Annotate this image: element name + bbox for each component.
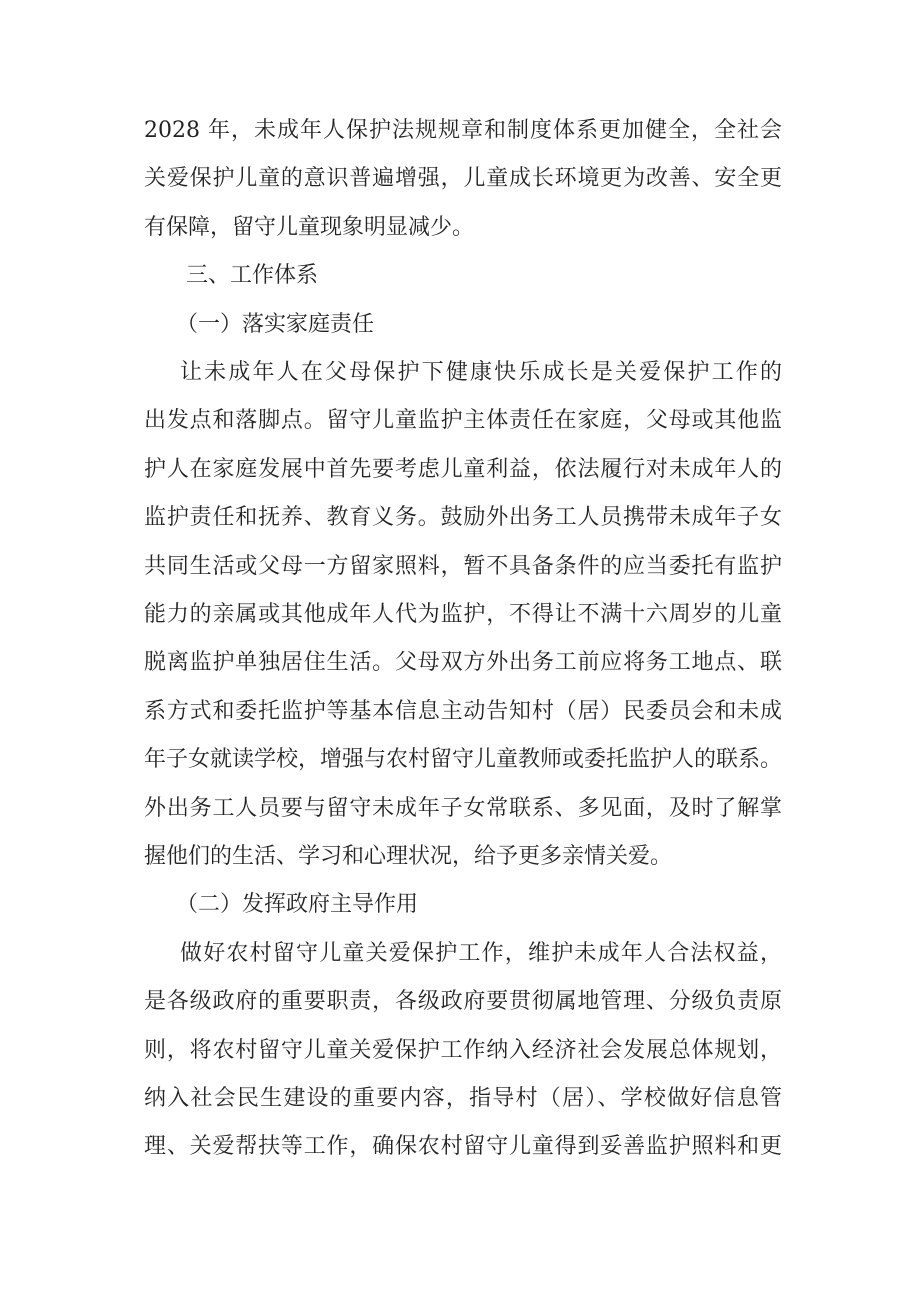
paragraph-line: 能力的亲属或其他成年人代为监护，不得让不满十六周岁的儿童 xyxy=(144,602,782,627)
paragraph-line: 共同生活或父母一方留家照料，暂不具备条件的应当委托有监护 xyxy=(144,553,782,579)
paragraph-first-line: 做好农村留守儿童关爱保护工作，维护未成年人合法权益， xyxy=(180,940,782,966)
paragraph-line: 是各级政府的重要职责，各级政府要贯彻属地管理、分级负责原 xyxy=(144,989,782,1015)
section-heading: 三、工作体系 xyxy=(186,263,319,289)
paragraph-line: 护人在家庭发展中首先要考虑儿童利益，依法履行对未成年人的 xyxy=(144,456,782,482)
paragraph-line: 监护责任和抚养、教育义务。鼓励外出务工人员携带未成年子女 xyxy=(144,505,782,531)
paragraph-first-line: 让未成年人在父母保护下健康快乐成长是关爱保护工作的 xyxy=(180,360,782,385)
paragraph-line: 有保障，留守儿童现象明显减少。 xyxy=(144,214,475,240)
paragraph-line: 理、关爱帮扶等工作，确保农村留守儿童得到妥善监护照料和更 xyxy=(144,1134,782,1160)
paragraph-line: 2028 年，未成年人保护法规规章和制度体系更加健全，全社会 xyxy=(144,118,782,143)
subsection-heading: （一）落实家庭责任 xyxy=(176,311,375,337)
subsection-heading: （二）发挥政府主导作用 xyxy=(176,892,419,918)
paragraph-line: 系方式和委托监护等基本信息主动告知村（居）民委员会和未成 xyxy=(144,698,782,724)
paragraph-line: 外出务工人员要与留守未成年子女常联系、多见面，及时了解掌 xyxy=(144,795,782,821)
paragraph-line: 纳入社会民生建设的重要内容，指导村（居）、学校做好信息管 xyxy=(144,1086,782,1111)
paragraph-line: 年子女就读学校，增强与农村留守儿童教师或委托监护人的联系。 xyxy=(144,747,783,773)
paragraph-line: 则，将农村留守儿童关爱保护工作纳入经济社会发展总体规划， xyxy=(144,1037,782,1063)
paragraph-line: 握他们的生活、学习和心理状况，给予更多亲情关爱。 xyxy=(144,844,673,869)
paragraph-line: 出发点和落脚点。留守儿童监护主体责任在家庭，父母或其他监 xyxy=(144,408,782,434)
paragraph-line: 脱离监护单独居住生活。父母双方外出务工前应将务工地点、联 xyxy=(144,650,782,676)
paragraph-line: 关爱保护儿童的意识普遍增强，儿童成长环境更为改善、安全更 xyxy=(144,166,782,192)
